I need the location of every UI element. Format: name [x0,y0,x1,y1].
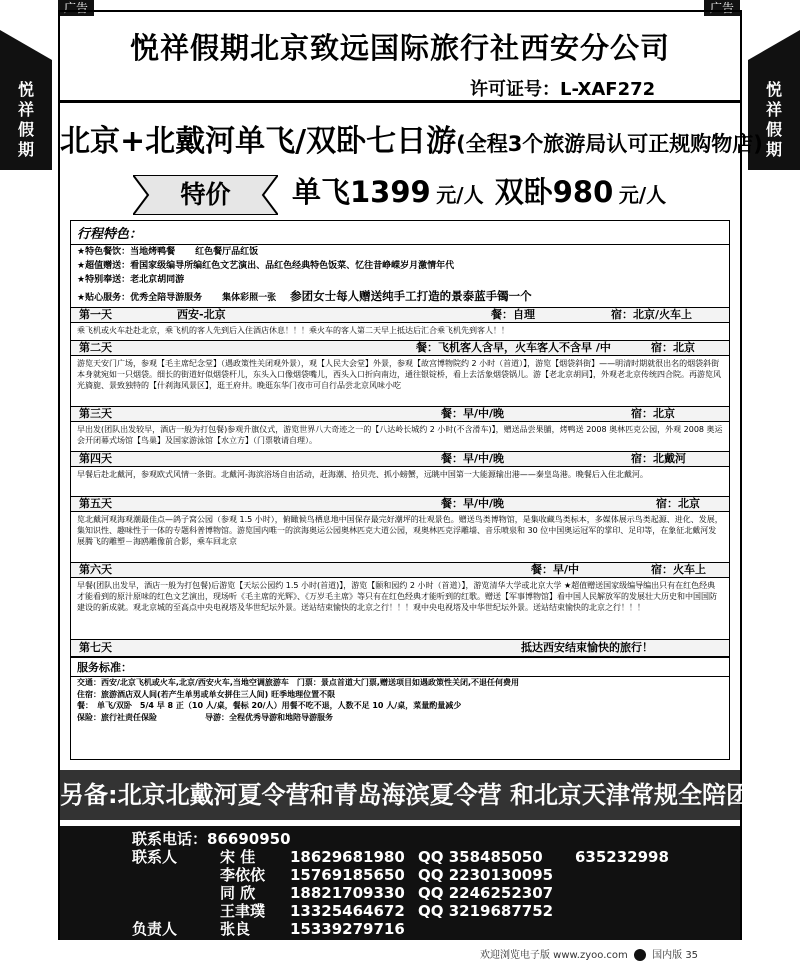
contact-qq-2: 635232998 [575,848,669,866]
day-meal: 餐：飞机客人含早，火车客人不含早 /中 [416,341,611,354]
headline-sub: (全程3个旅游局认可正规购物店) [456,132,763,156]
day-stay: 宿：北京 [631,407,675,420]
head-name: 张良 [220,920,251,938]
head-label: 负责人 [132,920,178,938]
price-double-unit: 元/人 [618,183,667,207]
service-line: 交通：西安/北京飞机或火车,北京/西安火车,当地空调旅游车 门票：景点首道大门票,赠送项目如遇政策性关闭,不退任何费用 [77,678,519,687]
contact-name: 宋 佳 [220,848,256,866]
left-side-char: 假 [17,120,34,139]
service-line: 住宿：旅游酒店双人间(若产生单男或单女拼住三人间) 旺季地理位置不限 [77,689,336,699]
day-header [71,340,729,356]
day-name: 第二天 [79,341,112,354]
contact-name: 李依依 [220,866,266,884]
day-meal: 餐：早/中 [531,563,580,576]
service-title: 服务标准： [71,657,729,677]
day-name: 第六天 [79,563,112,576]
phone-row [132,830,291,848]
feature-service [71,287,729,307]
service-line: 餐： 单飞/双卧 5/4 早 8 正（10 人/桌，餐标 20/人）用餐不吃不退，人数不足 10 人/桌，菜量酌量减少 [77,701,462,710]
day-name: 第四天 [79,452,112,465]
contact-qq: QQ 3219687752 [418,902,554,920]
feature-label: ★特色餐饮： [77,247,131,257]
day-description: 早出发(团队出发较早，酒店一般为打包餐)参观升旗仪式，游览世界八大奇迹之一的【八达岭长城约 2 小时(不含滑车)】，赠送品尝果脯，烤鸭送 2008 奥林匹克公园，外观 2008 奥运会开闭幕式场馆【鸟巢】及国家游泳馆【水立方】（门票敬请自理）。 [77,425,723,445]
day-meal: 餐：自理 [491,308,535,321]
price-line [292,170,666,211]
day-header [71,562,729,578]
day-description: 游览天安门广场，参观【毛主席纪念堂】（遇政策性关闭观外景），观【人民大会堂】外景，参观【故宫博物院约 2 小时（首道）】，游览【烟袋斜街】——明清时期就很出名的烟袋斜街本身就宛如一只烟袋。细长的街道好似烟袋杆儿，东头入口像烟袋嘴儿，西头入口折向南边，通往银锭桥，看上去活象烟袋锅儿。游【老北京胡同】，外观老北京传统四合院。再游览风光旖旎、景致独特的【什刹海风景区】，逛王府井。晚逛东华门夜市可自行品尝北京风味小吃 [77,359,721,390]
day-stay: 宿：北京 [656,497,700,510]
feature-value: 红色餐厅品红饭 [195,247,259,257]
license-number: 许可证号：L-XAF272 [470,79,656,100]
itinerary-box [70,220,730,760]
contact-mobile: 18629681980 [290,848,405,866]
features-title: 行程特色： [71,221,729,245]
contact-qq: QQ 358485050 [418,848,543,866]
left-side-char: 期 [17,140,34,159]
feature-value: 看国家级编导所编红色文艺演出、品红色经典特色饭菜、忆往昔峥嵘岁月激情年代 [130,261,455,271]
day-route: 西安-北京 [177,308,226,321]
logo-icon [634,949,646,961]
day-header [71,406,729,422]
day-description: 览北戴河观海观潮最佳点—鸽子窝公园（参观 1.5 小时），俯瞰候鸟栖息地中国保存最完好潮坪的壮观景色。赠送鸟类博物馆，是集收藏鸟类标本，多媒体展示鸟类起源、进化、发展，集知识性、趣味性于一体的专题科普博物馆。游览国内唯一的滨海奥运公园奥林匹克大道公园，观奥林匹克浮雕墙、音乐喷泉和 30 位中国奥运冠军的掌印、足印等，在象征北戴河发展腾飞的雕塑－海鸥雕像前合影，乘车回北京 [77,515,723,546]
page-number: 35 [685,950,699,961]
right-side-char: 假 [765,120,782,139]
feature-label: ★超值赠送： [77,261,131,271]
contact-panel [60,826,740,940]
contact-label: 联系人 [132,848,178,866]
day-description: 乘飞机或火车赴赴北京，乘飞机的客人先到后入住酒店休息！！！乘火车的客人第二天早上抵达后汇合乘飞机先到客人！！ [77,326,509,335]
head-mobile: 15339279716 [290,920,405,938]
special-label: 特价 [180,180,231,209]
left-side-char: 祥 [17,100,34,119]
headline-main: 北京+北戴河单飞/双卧七日游 [60,124,457,159]
day-arrival: 抵达西安结束愉快的旅行！ [521,641,653,654]
contact-name: 同 欣 [220,884,256,902]
price-double: 双卧980 [494,175,614,209]
footer-edition: 国内版 [652,950,683,961]
price-single: 单飞1399 [292,175,431,209]
footer-text: 欢迎浏览电子版 www.zyoo.com [480,950,628,961]
feature-label: ★特别奉送： [77,275,131,285]
left-side-char: 悦 [17,80,34,99]
ad-label-left: 广告 [58,0,94,16]
day-header [71,496,729,512]
contact-mobile: 13325464672 [290,902,405,920]
price-single-unit: 元/人 [436,183,484,207]
service-line: 保险：旅行社责任保险 导游：全程优秀导游和地陪导游服务 [77,712,333,722]
phone-label: 联系电话： [132,830,208,848]
right-side-char: 悦 [765,80,782,99]
day-meal: 餐：早/中/晚 [441,407,505,420]
feature-value: 优秀全陪导游服务 [130,293,203,303]
day-stay: 宿：北戴河 [631,452,686,465]
day-header [71,451,729,467]
day-name: 第七天 [79,641,112,654]
contact-name: 王聿璞 [220,902,266,920]
feature-value: 老北京胡同游 [130,275,185,285]
headline [60,116,763,160]
page-footer [480,946,698,961]
day-stay: 宿：北京 [651,341,695,354]
day-header [71,307,729,323]
extra-note-banner: 另备:北京北戴河夏令营和青岛海滨夏令营 和北京天津常规全陪团! [60,770,740,820]
phone-number: 86690950 [207,830,291,848]
right-side-char: 期 [765,140,782,159]
contact-qq: QQ 2230130095 [418,866,554,884]
feature-meal [71,245,729,259]
feature-bonus [71,273,729,287]
day-name: 第三天 [79,407,112,420]
day-stay: 宿：火车上 [651,563,706,576]
day-header [71,639,729,657]
day-name: 第五天 [79,497,112,510]
day-name: 第一天 [79,308,112,321]
contact-mobile: 18821709330 [290,884,405,902]
contact-qq: QQ 2246252307 [418,884,554,902]
feature-value: 当地烤鸭餐 [130,247,176,257]
right-side-char: 祥 [765,100,782,119]
day-meal: 餐：早/中/晚 [441,452,505,465]
left-side-bar [0,30,52,170]
contact-mobile: 15769185650 [290,866,405,884]
feature-gift [71,259,729,273]
feature-label: ★贴心服务： [77,293,131,303]
feature-value: 集体彩照一张 [222,293,277,303]
day-description: 早餐(团队出发早，酒店一般为打包餐)后游览【天坛公园约 1.5 小时(首道)】，游览【颐和园约 2 小时（首道）】，游览清华大学或北京大学 ★超值赠送国家级编导编出只有在红色经典才能看到的原汁原味的红色文艺演出，现场听《毛主席的光辉》、《万岁毛主席》等只有在红色经典才能听到的红歌。赠送【军事博物馆】看中国人民解放军的发展壮大历史和中国国防建设的新成就。观北京城的至高点中央电视塔及华世纪坛外景。送站结束愉快的北京之行！！！观中央电视塔及中华世纪坛外景。送站结束愉快的北京之行！！！ [77,581,717,612]
day-meal: 餐：早/中/晚 [441,497,505,510]
divider [60,100,740,103]
day-stay: 宿：北京/火车上 [611,308,693,321]
ad-label-right: 广告 [704,0,740,16]
company-title: 悦祥假期北京致远国际旅行社西安分公司 [129,31,670,65]
day-description: 早餐后赴北戴河，参观欧式风情一条街。北戴河-海滨浴场自由活动，赶海潮、拾贝壳、抓小螃蟹，远眺中国第一大能源输出港——秦皇岛港。晚餐后入住北戴河。 [77,470,648,479]
feature-highlight: 参团女士每人赠送纯手工打造的景泰蓝手镯一个 [290,289,532,303]
